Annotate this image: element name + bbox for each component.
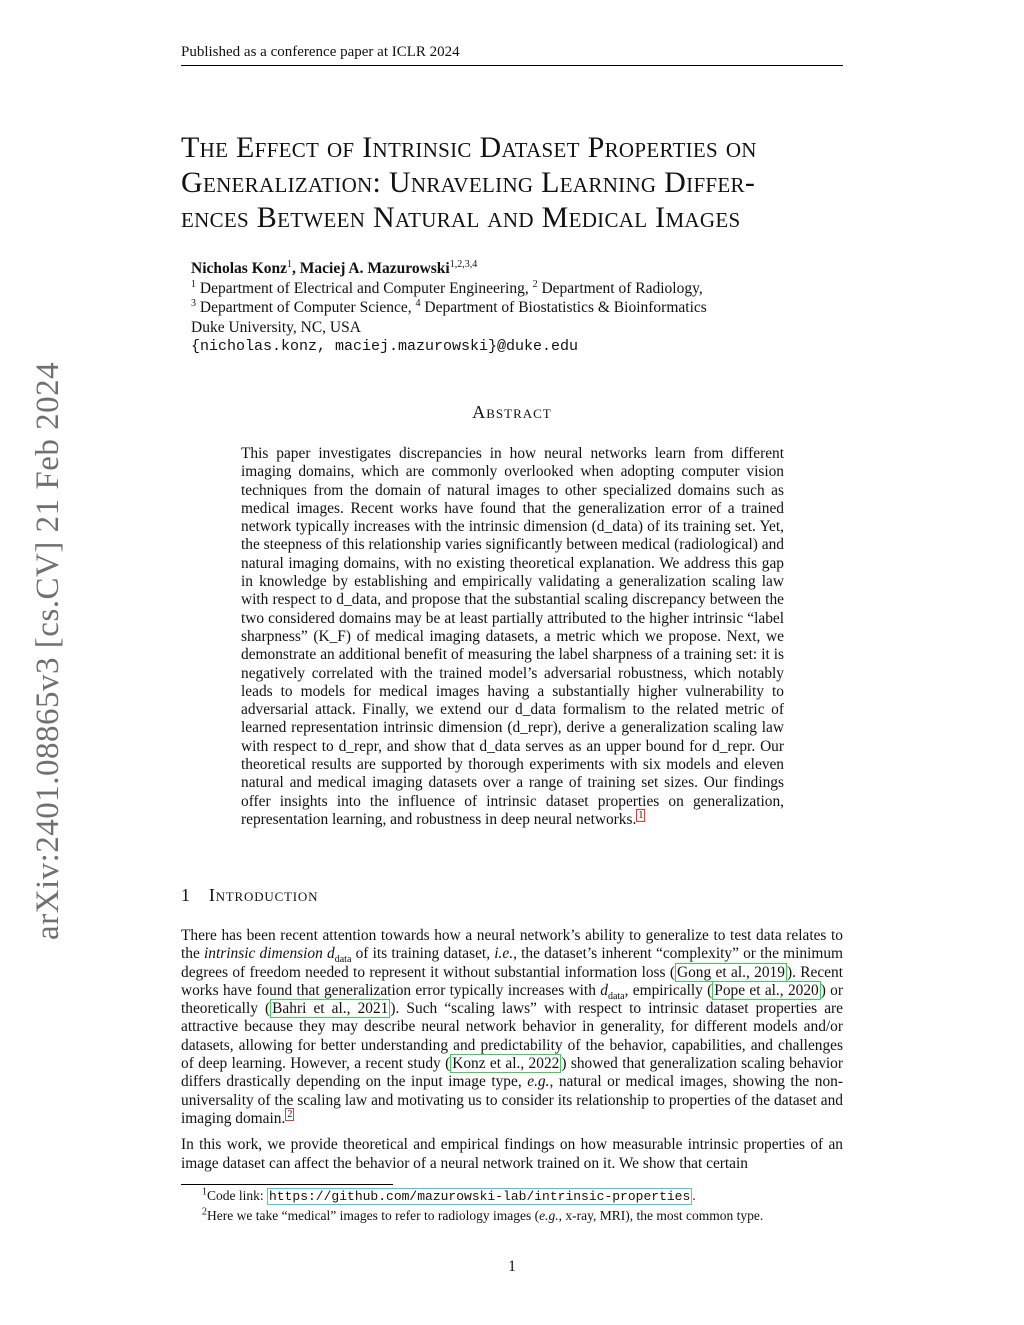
footnote-2-text-end: , x-ray, MRI), the most common type. — [558, 1208, 764, 1223]
intro-ie: i.e. — [494, 945, 514, 963]
citation-gong-2019[interactable]: Gong et al., 2019 — [677, 963, 785, 981]
title-line-3: ences Between Natural and Medical Images — [181, 201, 741, 234]
author-1: Nicholas Konz — [191, 260, 288, 277]
arxiv-stamp: arXiv:2401.08865v3 [cs.CV] 21 Feb 2024 — [30, 361, 66, 940]
intro-text: , empirically ( — [624, 981, 713, 999]
footnote-ref-2[interactable]: 2 — [287, 1108, 293, 1120]
citation-bahri-2021[interactable]: Bahri et al., 2021 — [272, 1000, 389, 1018]
code-link[interactable]: https://github.com/mazurowski-lab/intrinsic-properties — [269, 1189, 691, 1204]
title-line-1: The Effect of Intrinsic Dataset Properties on — [181, 131, 757, 164]
author-2: , Maciej A. Mazurowski — [292, 260, 450, 277]
aff-3: Department of Computer Science, — [199, 299, 412, 316]
paper-title — [181, 130, 851, 235]
affiliation-location: Duke University, NC, USA — [191, 318, 361, 336]
footnote-1-number: 1 — [202, 1186, 207, 1198]
footnote-ref-1[interactable]: 1 — [638, 809, 644, 821]
intro-text: ) or theoretically ( — [181, 981, 844, 1018]
intro-paragraph-1 — [181, 927, 843, 1128]
footnote-2 — [202, 1208, 842, 1224]
title-line-2: Generalization: Unraveling Learning Differ- — [181, 166, 756, 199]
footnote-2-eg: e.g. — [539, 1208, 559, 1223]
section-title: Introduction — [208, 885, 319, 905]
author-names — [191, 259, 831, 279]
math-d-data: $d_{data}$ — [327, 945, 352, 966]
affiliation-line-2: $^3$ Department of Computer Science, $^4$ Department of Biostatistics & Bioinformatics — [191, 297, 707, 316]
aff-4: Department of Biostatistics & Bioinformatics — [424, 299, 707, 316]
intro-text: ) showed that generalization scaling behavior differs drastically depending on the input image type, — [181, 1055, 843, 1091]
intro-text: , natural or medical images, showing the non-universality of the scaling law and motivating us to consider its relationship to properties of the dataset and imaging domain. — [181, 1073, 843, 1127]
math-d-data: $d_{data}$ — [600, 981, 625, 1002]
author-block — [191, 259, 831, 357]
intro-paragraph-2: In this work, we provide theoretical and empirical findings on how measurable intrinsic properties of an image dataset can affect the behavior of a neural network trained on it. We show that certain — [181, 1136, 843, 1172]
aff-1: Department of Electrical and Computer Engineering, — [199, 279, 529, 297]
page-number: 1 — [508, 1258, 516, 1275]
aff-2: Department of Radiology, — [541, 279, 703, 297]
abstract-text: This paper investigates discrepancies in how neural networks learn from different imaging domains, which are commonly overlooked when adopting computer vision techniques from the domain of natural images to other specialized domains such as medical images. Recent works have found that the generalization error of a trained network typically increases with the intrinsic dimension (d_data) of its training set. Yet, the steepness of this relationship varies significantly between medical (radiological) and natural imaging domains, with no existing theoretical explanation. We address this gap in knowledge by establishing and empirically validating a generalization scaling law with respect to d_data, and propose that the substantial scaling discrepancy between the two considered domains may be at least partially attributed to the higher intrinsic “label sharpness” (K_F) of medical imaging datasets, a metric which we propose. Next, we demonstrate an additional benefit of measuring the label sharpness of a training set: it is negatively correlated with the trained model’s adversarial robustness, which notably leads to models for medical images having a substantially higher vulnerability to adversarial attack. Finally, we extend our d_data formalism to the related metric of learned representation intrinsic dimension (d_repr), derive a generalization scaling law with respect to d_repr, and show that d_data serves as an upper bound for d_repr. Our theoretical results are supported by thorough experiments with six models and eleven natural and medical imaging datasets over a range of training set sizes. Our findings offer insights into the influence of intrinsic dataset properties on generalization, representation learning, and robustness in deep neural networks. — [241, 445, 784, 828]
author-2-sup: 1,2,3,4 — [449, 258, 478, 270]
footnote-2-number: 2 — [202, 1206, 207, 1218]
introduction-body — [181, 927, 843, 1181]
running-header: Published as a conference paper at ICLR 2024 — [181, 44, 843, 66]
citation-pope-2020[interactable]: Pope et al., 2020 — [714, 981, 819, 999]
footnote-1: $^1$Code link: https://github.com/mazurowski-lab/intrinsic-properties . — [202, 1186, 696, 1204]
intro-eg: e.g. — [527, 1073, 550, 1091]
intro-text: There has been recent attention towards how a neural network’s ability to generalize to test data relates to the — [181, 927, 843, 963]
intro-text: of its training dataset, — [351, 945, 495, 963]
footnote-1-text: Code link: — [207, 1188, 267, 1203]
footnote-divider — [181, 1184, 393, 1185]
citation-konz-2022[interactable]: Konz et al., 2022 — [452, 1055, 560, 1073]
affiliation-line-1: $^1$ Department of Electrical and Computer Engineering, $^2$ Department of Radiology, — [191, 278, 703, 297]
footnote-2-text: Here we take “medical” images to refer to radiology images ( — [207, 1208, 540, 1223]
section-number: 1 — [181, 885, 191, 905]
section-heading-introduction — [181, 885, 318, 906]
abstract-body — [241, 445, 784, 829]
intro-text: ). Such “scaling laws” with respect to intrinsic dataset properties are attractive because they may describe neural network behavior in generality, for different models and/or datasets, allowing for better understanding and predictability of the behavior, capabilities, and challenges of deep learning. However, a recent study ( — [181, 1000, 844, 1073]
author-email[interactable]: {nicholas.konz, maciej.mazurowski}@duke.edu — [191, 338, 579, 355]
intro-text: , the dataset’s inherent “complexity” or the minimum degrees of freedom needed to represent it without substantial information loss ( — [181, 945, 844, 981]
intro-emphasis: intrinsic dimension — [204, 945, 323, 963]
abstract-heading: Abstract — [472, 402, 552, 422]
author-1-sup: 1 — [287, 258, 293, 270]
intro-text: ). Recent works have found that generalization error typically increases with — [181, 963, 843, 999]
